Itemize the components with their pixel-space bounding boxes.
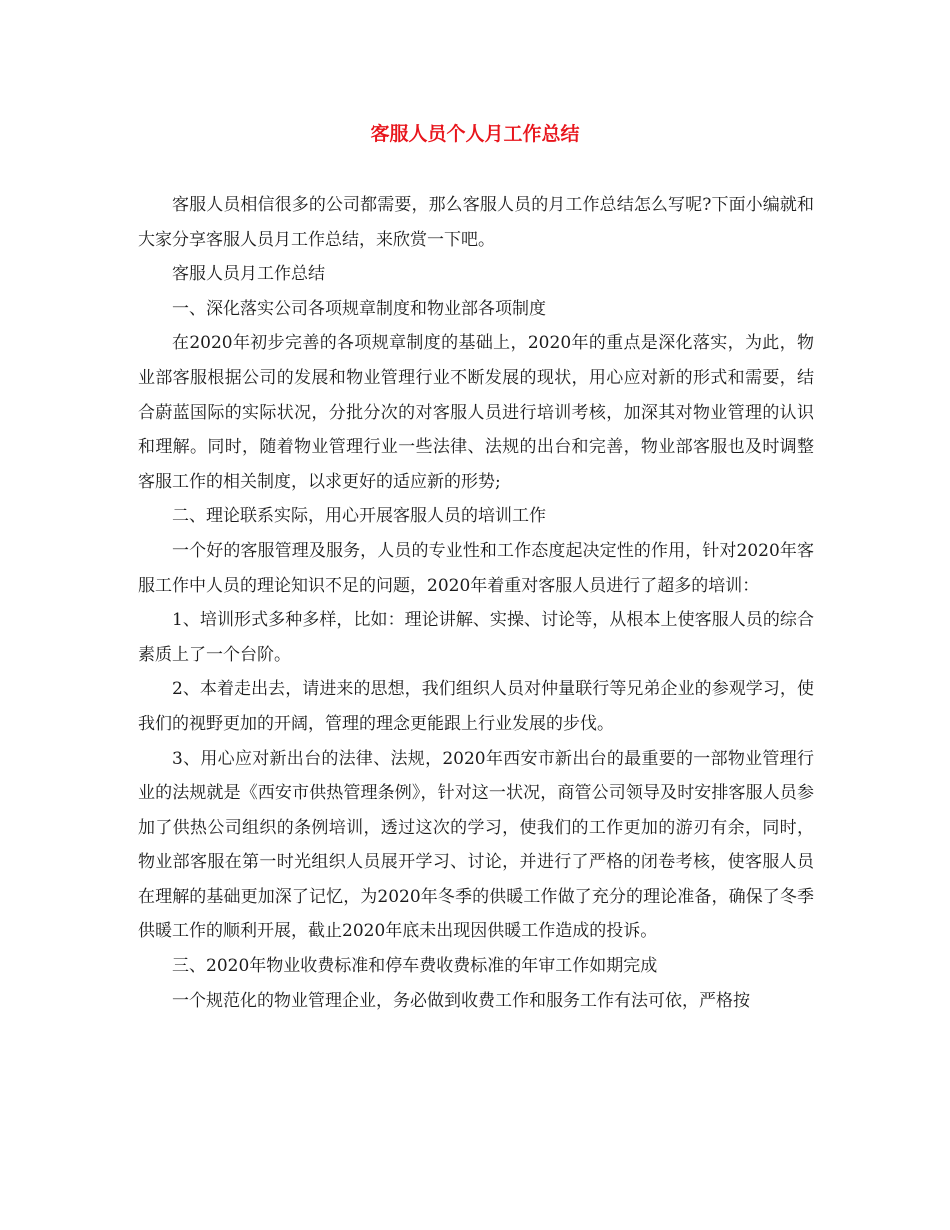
- section-heading-1: 一、深化落实公司各项规章制度和物业部各项制度: [172, 298, 546, 319]
- section-heading: 客服人员月工作总结: [172, 264, 325, 285]
- document-body: [138, 188, 814, 1018]
- body-paragraph: 在2020年初步完善的各项规章制度的基础上，2020年的重点是深化落实，为此，物业部客服根据公司的发展和物业管理行业不断发展的现状，用心应对新的形式和需要，结合蔚蓝国际的实际状况，分批分次的对客服人员进行培训考核，加深其对物业管理的认识和理解。同时，随着物业管理行业一些法律、法规的出台和完善，物业部客服也及时调整客服工作的相关制度，以求更好的适应新的形势;: [138, 333, 814, 492]
- section-heading-2: 二、理论联系实际，用心开展客服人员的培训工作: [172, 506, 546, 527]
- list-item-2: 2、本着走出去，请进来的思想，我们组织人员对仲量联行等兄弟企业的参观学习，使我们的视野更加的开阔，管理的理念更能跟上行业发展的步伐。: [138, 679, 814, 734]
- body-paragraph: 一个好的客服管理及服务，人员的专业性和工作态度起决定性的作用，针对2020年客服工作中人员的理论知识不足的问题，2020年着重对客服人员进行了超多的培训：: [138, 540, 814, 596]
- section-heading-3: 三、2020年物业收费标准和停车费收费标准的年审工作如期完成: [172, 956, 658, 977]
- list-item-3: 3、用心应对新出台的法律、法规，2020年西安市新出台的最重要的一部物业管理行业的法规就是《西安市供热管理条例》，针对这一状况，商管公司领导及时安排客服人员参加了供热公司组织的条例培训，透过这次的学习，使我们的工作更加的游刃有余，同时，物业部客服在第一时光组织人员展开学习、讨论，并进行了严格的闭卷考核，使客服人员在理解的基础更加深了记忆，为2020年冬季的供暖工作做了充分的理论准备，确保了冬季供暖工作的顺利开展，截止2020年底未出现因供暖工作造成的投诉。: [138, 748, 814, 942]
- intro-paragraph: 客服人员相信很多的公司都需要，那么客服人员的月工作总结怎么写呢?下面小编就和大家分享客服人员月工作总结，来欣赏一下吧。: [138, 195, 814, 250]
- document-title: 客服人员个人月工作总结: [370, 123, 580, 145]
- list-item-1: 1、培训形式多种多样，比如：理论讲解、实操、讨论等，从根本上使客服人员的综合素质上了一个台阶。: [138, 610, 814, 665]
- body-paragraph: 一个规范化的物业管理企业，务必做到收费工作和服务工作有法可依，严格按: [172, 990, 750, 1011]
